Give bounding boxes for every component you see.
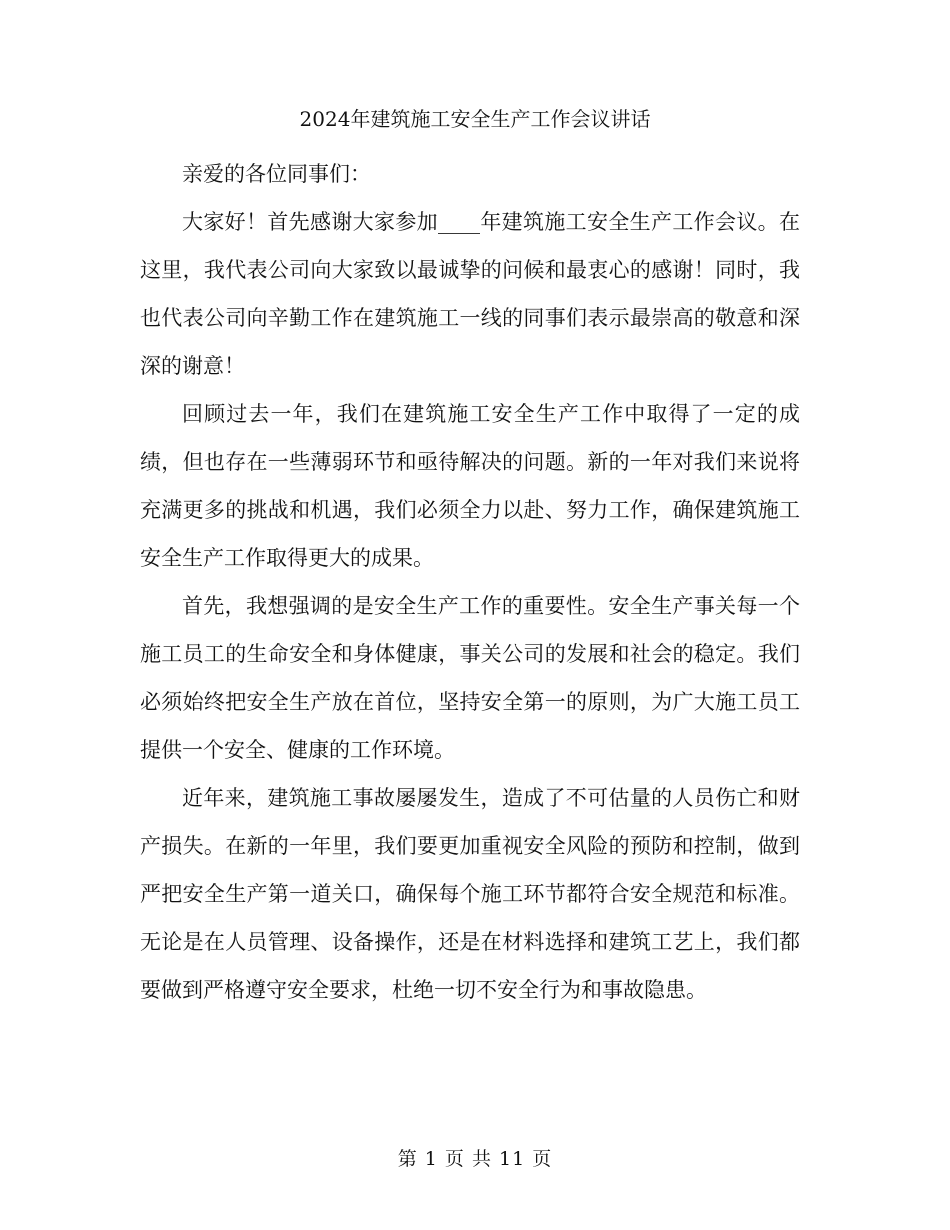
page-number-footer: 第 1 页 共 11 页 — [397, 1148, 553, 1170]
paragraph-greeting: 大家好！首先感谢大家参加____年建筑施工安全生产工作会议。在这里，我代表公司向大家致以最诚挚的问候和最衷心的感谢！同时，我也代表公司向辛勤工作在建筑施工一线的同事们表示最崇高的敬意和深深的谢意！ — [140, 210, 800, 378]
document-title: 2024年建筑施工安全生产工作会议讲话 — [299, 107, 651, 131]
document-body — [140, 150, 800, 1014]
paragraph-review: 回顾过去一年，我们在建筑施工安全生产工作中取得了一定的成绩，但也存在一些薄弱环节和亟待解决的问题。新的一年对我们来说将充满更多的挑战和机遇，我们必须全力以赴、努力工作，确保建筑施工安全生产工作取得更大的成果。 — [140, 402, 800, 570]
paragraph-prevention: 近年来，建筑施工事故屡屡发生，造成了不可估量的人员伤亡和财产损失。在新的一年里，我们要更加重视安全风险的预防和控制，做到严把安全生产第一道关口，确保每个施工环节都符合安全规范和标准。无论是在人员管理、设备操作，还是在材料选择和建筑工艺上，我们都要做到严格遵守安全要求，杜绝一切不安全行为和事故隐患。 — [140, 786, 800, 1002]
salutation: 亲爱的各位同事们： — [182, 162, 371, 186]
paragraph-importance: 首先，我想强调的是安全生产工作的重要性。安全生产事关每一个施工员工的生命安全和身体健康，事关公司的发展和社会的稳定。我们必须始终把安全生产放在首位，坚持安全第一的原则，为广大施工员工提供一个安全、健康的工作环境。 — [140, 594, 800, 762]
